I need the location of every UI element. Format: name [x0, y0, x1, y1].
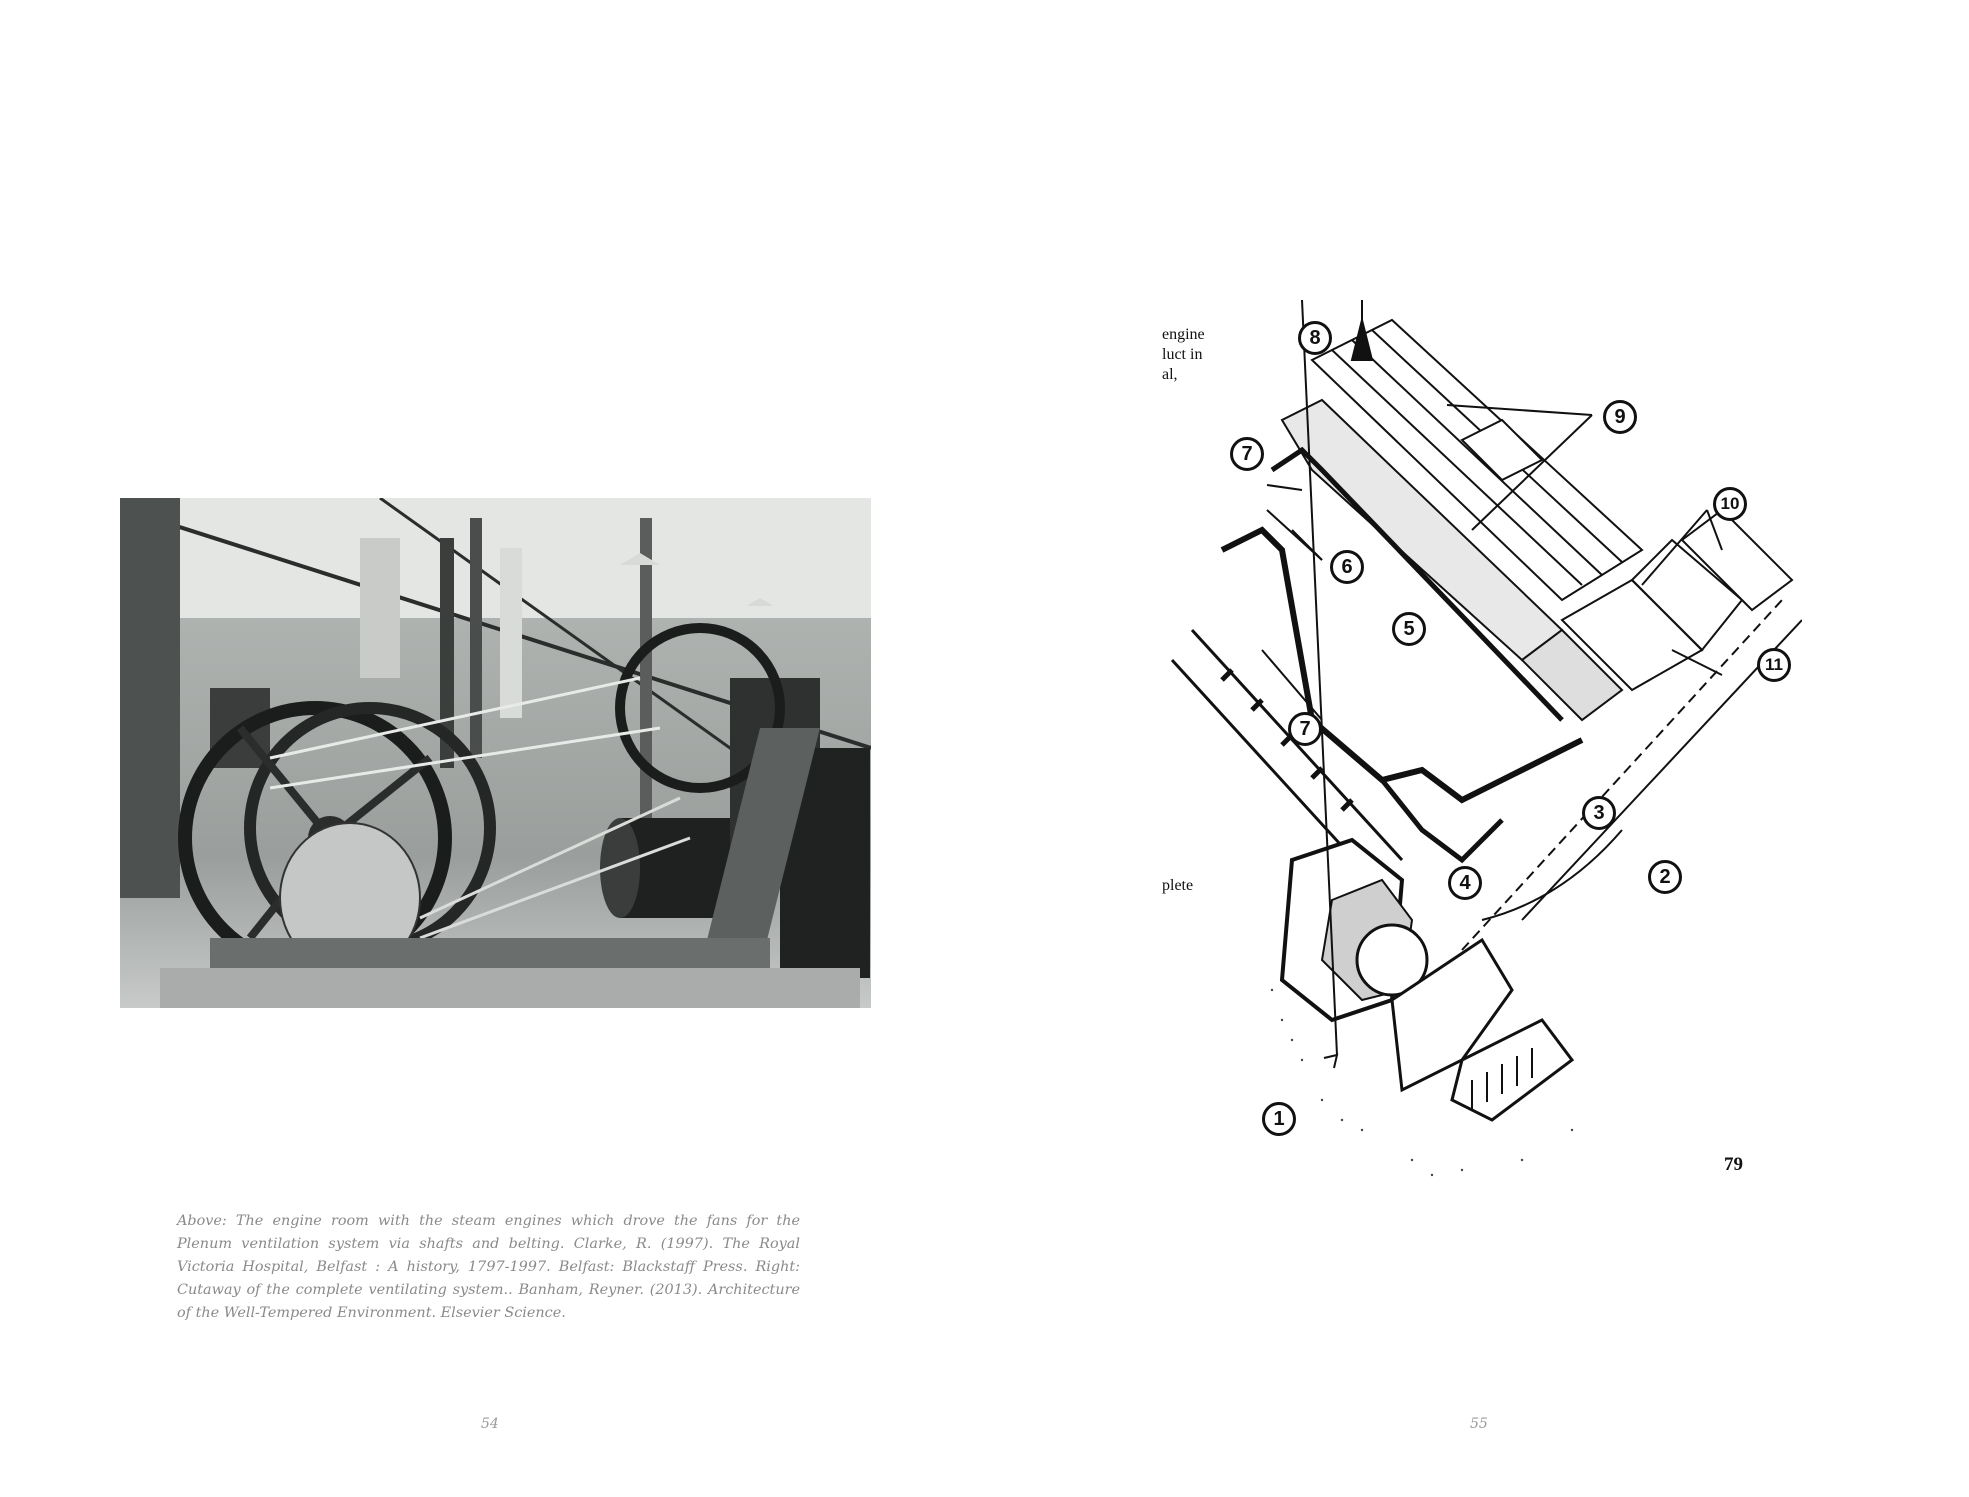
engine-room-photo	[120, 498, 871, 1008]
text-fragment: al,	[1162, 366, 1178, 383]
page-number-left: 54	[481, 1416, 499, 1432]
callout-7-upper: 7	[1230, 437, 1264, 471]
callout-4: 4	[1448, 866, 1482, 900]
cutaway-illustration	[1162, 300, 1802, 1195]
figure-caption: Above: The engine room with the steam engines which drove the fans for the Plenum ventilation system via shafts and belting. Clarke, R. (1997). The Royal Victoria Hospital, Belfast : A history, 1797-1997. Belfast: Blackstaff Press. Right: Cutaway of the complete ventilating system.. Banham, Reyner. (2013). Architecture of the Well-Tempered Environment. Elsevier Science.	[177, 1213, 800, 1321]
callout-11: 11	[1757, 648, 1791, 682]
callout-9: 9	[1603, 400, 1637, 434]
text-fragment: luct in	[1162, 346, 1203, 363]
callout-5: 5	[1392, 612, 1426, 646]
callout-3: 3	[1582, 796, 1616, 830]
callout-7-lower: 7	[1288, 712, 1322, 746]
callout-6: 6	[1330, 550, 1364, 584]
source-page-number: 79	[1724, 1154, 1743, 1175]
text-fragment: plete	[1162, 877, 1194, 894]
page-number-right: 55	[1470, 1416, 1488, 1432]
callout-2: 2	[1648, 860, 1682, 894]
engine-room-photo-image	[120, 498, 871, 1008]
ventilation-cutaway-drawing	[1162, 300, 1802, 1195]
callout-8: 8	[1298, 321, 1332, 355]
text-fragment: engine	[1162, 326, 1205, 343]
callout-10: 10	[1713, 487, 1747, 521]
callout-1: 1	[1262, 1102, 1296, 1136]
